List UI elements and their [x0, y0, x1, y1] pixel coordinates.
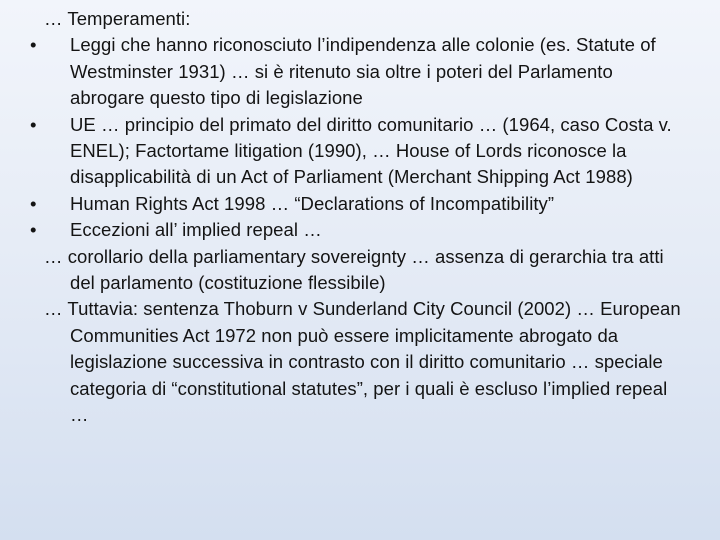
intro-line: … Temperamenti: — [44, 8, 191, 29]
bullet-icon: • — [30, 219, 37, 241]
slide-body — [30, 6, 686, 429]
bullet-text: Human Rights Act 1998 … “Declarations of Incompatibility” — [70, 192, 555, 214]
bullet-text: Eccezioni all’ implied repeal … — [70, 219, 322, 241]
bullet-icon: • — [30, 34, 37, 56]
paragraph-thoburn: … Tuttavia: sentenza Thoburn v Sunderland City Council (2002) … European Communities Act 1972 non può essere implicitamente abrogato da legislazione successiva in contrasto con il diritto comunitario … speciale categoria di “constitutional statutes”, per i quali è escluso l’implied repeal … — [44, 298, 681, 426]
bullet-icon: • — [30, 113, 37, 135]
paragraph-corollary: … corollario della parliamentary sovereignty … assenza di gerarchia tra atti del parlamento (costituzione flessibile) — [44, 245, 664, 294]
bullet-text: UE … principio del primato del diritto comunitario … (1964, caso Costa v. ENEL); Factortame litigation (1990), … House of Lords riconosce la disapplicabilità di un Act of Parliament (Merchant Shipping Act 1988) — [70, 113, 672, 188]
bullet-item — [30, 112, 686, 191]
bullet-icon: • — [30, 192, 37, 214]
bullet-item — [30, 217, 686, 243]
bullet-item — [30, 32, 686, 111]
bullet-text: Leggi che hanno riconosciuto l’indipendenza alle colonie (es. Statute of Westminster 1931) … si è ritenuto sia oltre i poteri del Parlamento abrogare questo tipo di legislazione — [70, 34, 656, 109]
bullet-item — [30, 191, 686, 217]
